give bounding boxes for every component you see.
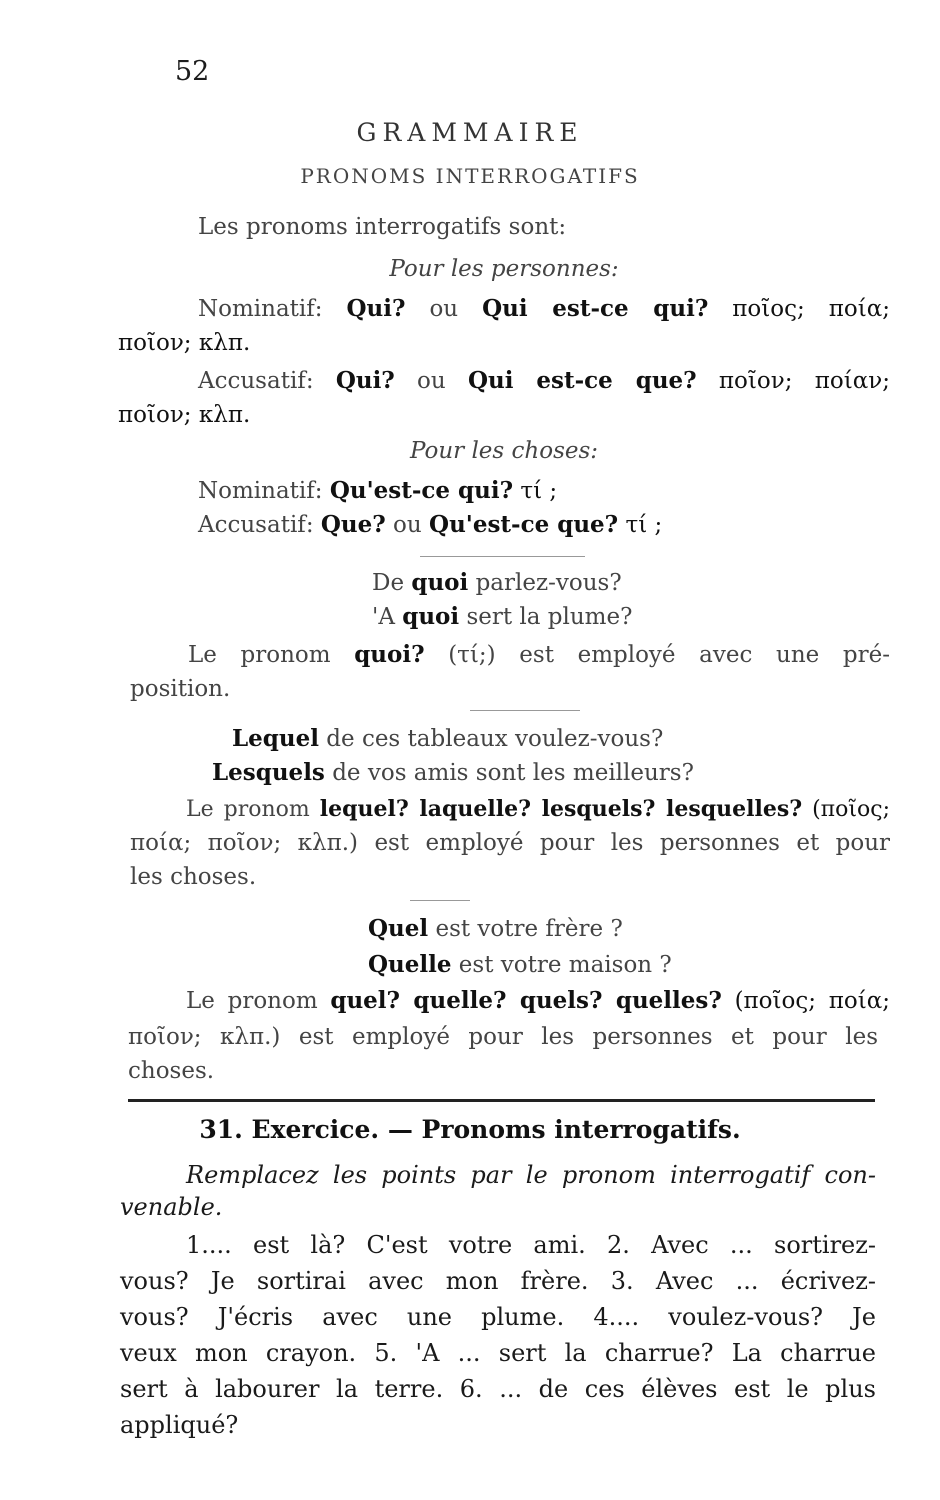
quel-rule-line-2: ποῖον; κλπ.) est employé pour les personnes et pour les [128, 1024, 878, 1050]
quel-rule-line-3: choses. [128, 1058, 215, 1084]
quel-rule: Le pronom quel? quelle? quels? quelles? (ποῖος; ποία; [186, 987, 890, 1014]
divider [420, 556, 585, 557]
things-label: Pour les choses: [409, 438, 599, 464]
exercise-line-5: sert à labourer la terre. 6. ... de ces élèves est le plus [120, 1375, 876, 1403]
lequel-example-2: Lesquels de vos amis sont les meilleurs? [212, 759, 694, 786]
persons-nominative: Nominatif: Qui? ou Qui est-ce qui? ποῖος; ποία; [198, 295, 890, 322]
things-accusative: Accusatif: Que? ou Qu'est-ce que? τί ; [198, 511, 663, 538]
persons-nominative-cont: ποῖον; κλπ. [118, 330, 251, 356]
exercise-line-6: appliqué? [120, 1411, 239, 1439]
things-nominative: Nominatif: Qu'est-ce qui? τί ; [198, 477, 558, 504]
persons-accusative: Accusatif: Qui? ou Qui est-ce que? ποῖον; ποίαν; [198, 367, 890, 394]
divider [410, 900, 470, 901]
section-separator [128, 1099, 875, 1102]
quoi-rule: Le pronom quoi? (τί;) est employé avec une pré- [188, 641, 890, 668]
quoi-example-1: De quoi parlez-vous? [372, 569, 622, 596]
quel-example-2: Quelle est votre maison ? [368, 951, 672, 978]
quoi-example-2: 'A quoi sert la plume? [372, 603, 633, 630]
exercise-title: 31. Exercice. — Pronoms interrogatifs. [199, 1115, 741, 1144]
exercise-line-3: vous? J'écris avec une plume. 4.... voulez-vous? Je [120, 1303, 876, 1331]
section-heading: GRAMMAIRE [356, 118, 584, 147]
quel-example-1: Quel est votre frère ? [368, 915, 623, 942]
lequel-rule-line-2: ποία; ποῖον; κλπ.) est employé pour les personnes et pour [130, 830, 890, 856]
section-subheading: PRONOMS INTERROGATIFS [300, 164, 640, 188]
divider [470, 710, 580, 711]
exercise-instructions-cont: venable. [120, 1193, 223, 1221]
lequel-example-1: Lequel de ces tableaux voulez-vous? [232, 725, 664, 752]
lequel-rule: Le pronom lequel? laquelle? lesquels? lesquelles? (ποῖος; [186, 796, 890, 822]
intro-text: Les pronoms interrogatifs sont: [198, 214, 567, 240]
exercise-line-4: veux mon crayon. 5. 'A ... sert la charrue? La charrue [120, 1339, 876, 1367]
persons-accusative-cont: ποῖον; κλπ. [118, 402, 251, 428]
persons-label: Pour les personnes: [389, 256, 619, 282]
exercise-instructions: Remplacez les points par le pronom interrogatif con- [186, 1161, 876, 1189]
page-number: 52 [175, 56, 210, 87]
exercise-line-2: vous? Je sortirai avec mon frère. 3. Avec ... écrivez- [120, 1267, 876, 1295]
lequel-rule-line-3: les choses. [130, 864, 257, 890]
exercise-line-1: 1.... est là? C'est votre ami. 2. Avec ... sortirez- [186, 1231, 876, 1259]
quoi-rule-cont: position. [130, 676, 231, 702]
